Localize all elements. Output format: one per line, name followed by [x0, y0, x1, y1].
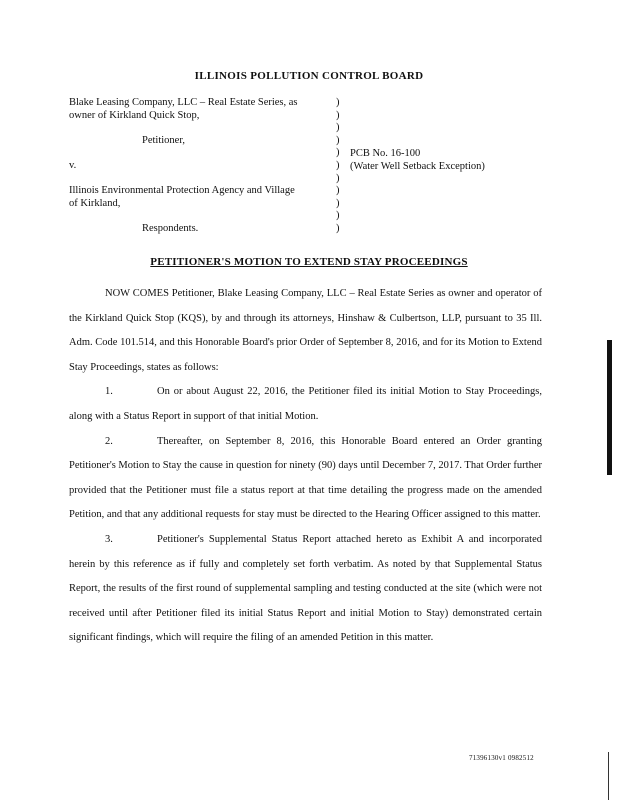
- caption-bracket: ): [336, 134, 340, 146]
- caption-bracket: ): [336, 185, 340, 197]
- paragraph-text: Petitioner's Supplemental Status Report attached hereto as Exhibit A and incorporated herein by this reference as if fully and completely set forth verbatim. As noted by that Supplemental Status Report, the results of the first round of supplemental sampling and testing conducted at the site (which were not received until after Petitioner filed its initial Status Report and initial Motion to Stay) demonstrated certain significant findings, which will require the filing of an amended Petition in this matter.: [69, 533, 542, 644]
- respondent-label: Respondents.: [142, 222, 199, 234]
- case-number: PCB No. 16-100: [350, 148, 421, 159]
- case-caption-parties: [69, 97, 331, 236]
- caption-bracket: ): [336, 97, 340, 108]
- intro-paragraph: NOW COMES Petitioner, Blake Leasing Company, LLC – Real Estate Series as owner and operator of the Kirkland Quick Stop (KQS), by and through its attorneys, Hinshaw & Culbertson, LLP, pursuant to 35 Ill. Adm. Code 101.514, and this Honorable Board's prior Order of September 8, 2016, and for its Motion to Extend Stay Proceedings, states as follows:: [69, 288, 542, 373]
- caption-bracket: ): [336, 210, 340, 222]
- caption-bracket: ): [336, 222, 340, 234]
- motion-body: [69, 282, 542, 651]
- motion-title: PETITIONER'S MOTION TO EXTEND STAY PROCEEDINGS: [150, 256, 468, 268]
- caption-bracket: ): [336, 159, 340, 171]
- petitioner-label: Petitioner,: [142, 134, 186, 146]
- caption-bracket: ): [336, 122, 340, 134]
- scan-margin-mark: [607, 340, 612, 475]
- petitioner-name-line-2: owner of Kirkland Quick Stop,: [69, 109, 200, 121]
- board-heading: ILLINOIS POLLUTION CONTROL BOARD: [194, 70, 424, 82]
- versus-label: v.: [69, 159, 77, 171]
- case-caption-number: [350, 148, 485, 173]
- caption-bracket: ): [336, 147, 340, 159]
- numbered-paragraph: [69, 528, 542, 651]
- caption-bracket-column: [336, 97, 346, 236]
- paragraph-text: On or about August 22, 2016, the Petitioner filed its initial Motion to Stay Proceedings, along with a Status Report in support of that initial Motion.: [69, 386, 542, 422]
- case-type: (Water Well Setback Exception): [350, 160, 485, 172]
- numbered-paragraph: [69, 430, 542, 528]
- paragraph-number: 1.: [105, 386, 113, 398]
- scan-margin-line: [608, 752, 609, 800]
- paragraph-number: 3.: [105, 533, 113, 545]
- respondent-name-line-2: of Kirkland,: [69, 197, 121, 209]
- petitioner-name-line-1: Blake Leasing Company, LLC – Real Estate Series, as: [69, 97, 298, 108]
- paragraph-text: Thereafter, on September 8, 2016, this Honorable Board entered an Order granting Petitioner's Motion to Stay the cause in question for ninety (90) days until December 7, 2017. That Order further provided that the Petitioner must file a status report at that time detailing the progress made on the amended Petition, and that any additional requests for stay must be directed to the Hearing Officer assigned to this matter.: [69, 435, 542, 521]
- numbered-paragraph: [69, 380, 542, 429]
- caption-bracket: ): [336, 109, 340, 121]
- respondent-name-line-1: Illinois Environmental Protection Agency and Village: [69, 185, 295, 197]
- caption-bracket: ): [336, 172, 340, 184]
- document-footer-id: 71396130v1 0982512: [469, 754, 534, 762]
- paragraph-number: 2.: [105, 435, 113, 447]
- caption-bracket: ): [336, 197, 340, 209]
